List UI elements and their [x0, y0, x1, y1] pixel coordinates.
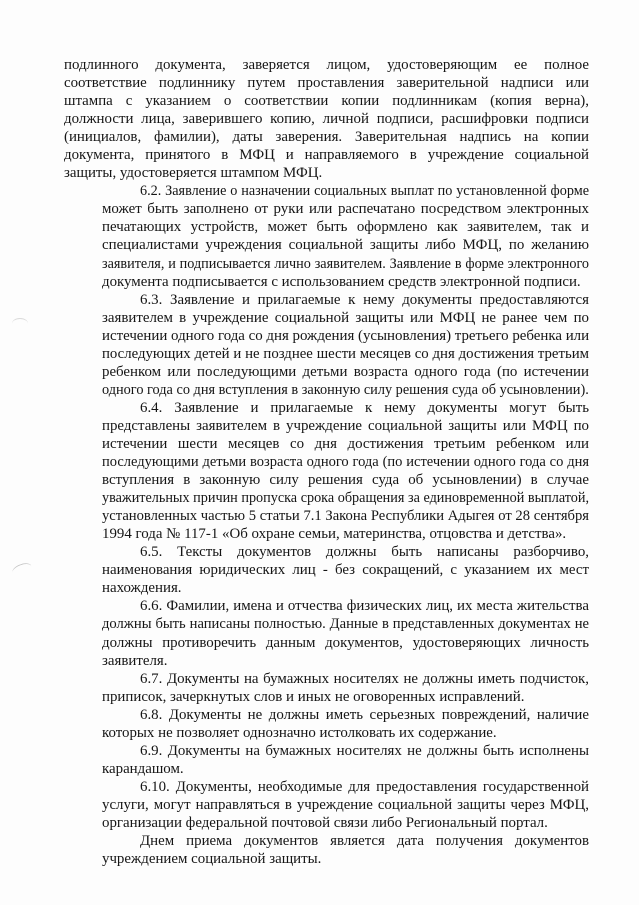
text-line: специалистами учреждения социальной защиты либо МФЦ, по желанию: [102, 237, 589, 254]
text-line: документа, принятого в МФЦ и направляемого в учреждение социальной: [64, 147, 589, 164]
paragraph: [64, 56, 589, 182]
paragraph: [64, 778, 589, 832]
text-line: установленных частью 5 статьи 7.1 Закона Республики Адыгея от 28 сентября: [102, 508, 589, 525]
text-line: истечении одного года со дня рождения (усыновления) третьего ребенка или: [102, 327, 589, 344]
text-line: документа подписывается с использованием средств электронной подписи.: [102, 273, 581, 290]
text-line: печатающих устройств, может быть оформлено как заявителем, так и: [102, 219, 589, 236]
text-line: подлинного документа, заверяется лицом, удостоверяющим ее полное: [64, 57, 589, 73]
text-line: соответствие подлиннику путем проставления заверительной надписи или: [64, 75, 589, 92]
text-line: уважительных причин пропуска срока обращения за единовременной выплатой,: [102, 490, 589, 507]
text-line: 6.2. Заявление о назначении социальных выплат по установленной форме: [140, 183, 589, 200]
text-line: представлены заявителем в учреждение социальной защиты или МФЦ по: [102, 417, 589, 434]
text-line: последующих детей и не позднее шести месяцев со дня достижения третьим: [102, 345, 589, 362]
paragraph: [64, 832, 589, 868]
text-line: 1994 года № 117-1 «Об охране семьи, материнства, отцовства и детства».: [102, 526, 567, 543]
text-line: должности лица, заверившего копию, личной подписи, расшифровки подписи: [64, 111, 589, 128]
text-line: (инициалов, фамилии), даты заверения. Заверительная надпись на копии: [64, 129, 589, 146]
text-line: 6.10. Документы, необходимые для предоставления государственной: [140, 778, 589, 795]
paragraph: [64, 706, 589, 742]
paragraph: [64, 399, 589, 543]
text-line: наименования юридических лиц - без сокращений, с указанием их мест: [102, 562, 589, 579]
text-line: может быть заполнено от руки или распечатано посредством электронных: [102, 201, 589, 218]
paragraph: [64, 670, 589, 706]
text-line: Днем приема документов является дата получения документов: [140, 833, 589, 850]
text-line: последующими детьми возраста одного года (по истечении одного года со дня: [102, 454, 589, 471]
paragraph: [64, 742, 589, 778]
text-line: одного года со дня вступления в законную силу решения суда об усыновлении).: [102, 381, 589, 398]
text-line: должны противоречить данным документов, удостоверяющих личность: [102, 634, 589, 651]
text-line: 6.9. Документы на бумажных носителях не должны быть исполнены: [140, 742, 589, 759]
paragraph: [64, 291, 589, 399]
text-line: 6.6. Фамилии, имена и отчества физических лиц, их места жительства: [140, 598, 589, 615]
text-line: услуги, могут направляться в учреждение социальной защиты через МФЦ,: [102, 796, 589, 813]
paragraph: [64, 182, 589, 290]
text-line: ребенком или последующими детьми возраста одного года (по истечении: [102, 363, 589, 380]
text-line: 6.5. Тексты документов должны быть написаны разборчиво,: [140, 544, 589, 561]
text-line: 6.8. Документы не должны иметь серьезных повреждений, наличие: [140, 706, 589, 723]
text-line: вступления в законную силу решения суда об усыновлении) в случае: [102, 472, 589, 489]
margin-scan-mark: [12, 318, 28, 329]
text-line: которых не позволяет однозначно истолковать их содержание.: [102, 724, 497, 741]
document-body: [64, 56, 589, 868]
paragraph: [64, 597, 589, 669]
text-line: 6.4. Заявление и прилагаемые к нему документы могут быть: [140, 399, 589, 416]
text-line: нахождения.: [102, 580, 182, 597]
text-line: заявителем в учреждение социальной защиты или МФЦ не ранее чем по: [102, 309, 589, 326]
text-line: защиты, удостоверяется штампом МФЦ.: [64, 165, 323, 182]
text-line: карандашом.: [102, 760, 184, 777]
margin-scan-mark: [11, 561, 34, 578]
paragraph: [64, 543, 589, 597]
text-line: заявителя, и подписывается лично заявителем. Заявление в форме электронного: [102, 255, 589, 272]
text-line: 6.3. Заявление и прилагаемые к нему документы предоставляются: [140, 291, 589, 308]
text-line: учреждением социальной защиты.: [102, 851, 322, 868]
text-line: штампа с указанием о соответствии копии подлинникам (копия верна),: [64, 93, 589, 110]
text-line: 6.7. Документы на бумажных носителях не должны иметь подчисток,: [140, 670, 589, 687]
text-line: истечении шести месяцев со дня достижения третьим ребенком или: [102, 435, 589, 452]
text-line: приписок, зачеркнутых слов и иных не оговоренных исправлений.: [102, 688, 525, 705]
text-line: организации федеральной почтовой связи либо Региональный портал.: [102, 814, 548, 831]
text-line: должны быть написаны полностью. Данные в представленных документах не: [102, 616, 589, 633]
text-line: заявителя.: [102, 652, 168, 669]
